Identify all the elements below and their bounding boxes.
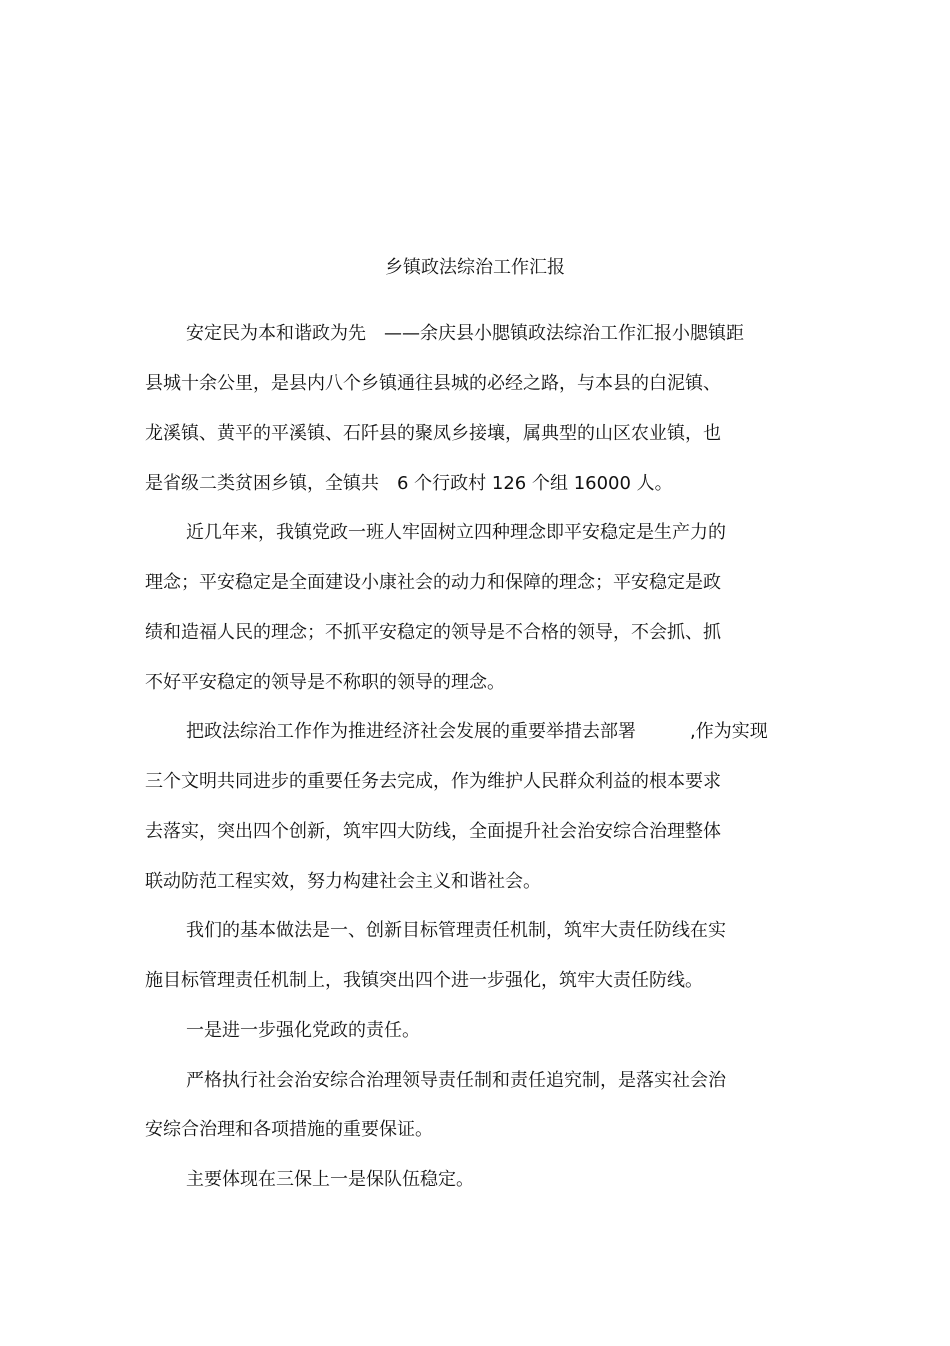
document-title: 乡镇政法综治工作汇报 (385, 257, 565, 278)
text-line: 不好平安稳定的领导是不称职的领导的理念。 (145, 672, 505, 693)
text-line: 施目标管理责任机制上，我镇突出四个进一步强化，筑牢大责任防线。 (145, 970, 703, 991)
text-line: 严格执行社会治安综合治理领导责任制和责任追究制，是落实社会治 (186, 1070, 726, 1091)
text-line: 县城十余公里，是县内八个乡镇通往县城的必经之路，与本县的白泥镇、 (145, 373, 721, 394)
text-line: 把政法综治工作作为推进经济社会发展的重要举措去部署 ,作为实现 (186, 721, 768, 742)
text-line: 我们的基本做法是一、创新目标管理责任机制，筑牢大责任防线在实 (186, 920, 726, 941)
text-line: 绩和造福人民的理念；不抓平安稳定的领导是不合格的领导，不会抓、抓 (145, 622, 721, 643)
text-line: 三个文明共同进步的重要任务去完成，作为维护人民群众利益的根本要求 (145, 771, 721, 792)
text-line: 龙溪镇、黄平的平溪镇、石阡县的聚凤乡接壤，属典型的山区农业镇，也 (145, 423, 721, 444)
text-line: 近几年来，我镇党政一班人牢固树立四种理念即平安稳定是生产力的 (186, 522, 726, 543)
text-line: 联动防范工程实效，努力构建社会主义和谐社会。 (145, 871, 541, 892)
text-line: 安综合治理和各项措施的重要保证。 (145, 1119, 433, 1140)
text-line: 安定民为本和谐政为先 ——余庆县小腮镇政法综治工作汇报小腮镇距 (186, 323, 744, 344)
text-line: 去落实，突出四个创新，筑牢四大防线，全面提升社会治安综合治理整体 (145, 821, 721, 842)
text-line: 理念；平安稳定是全面建设小康社会的动力和保障的理念；平安稳定是政 (145, 572, 721, 593)
text-line: 一是进一步强化党政的责任。 (186, 1020, 420, 1041)
text-line: 主要体现在三保上一是保队伍稳定。 (186, 1169, 474, 1190)
text-line: 是省级二类贫困乡镇，全镇共 6 个行政村 126 个组 16000 人。 (145, 473, 673, 494)
